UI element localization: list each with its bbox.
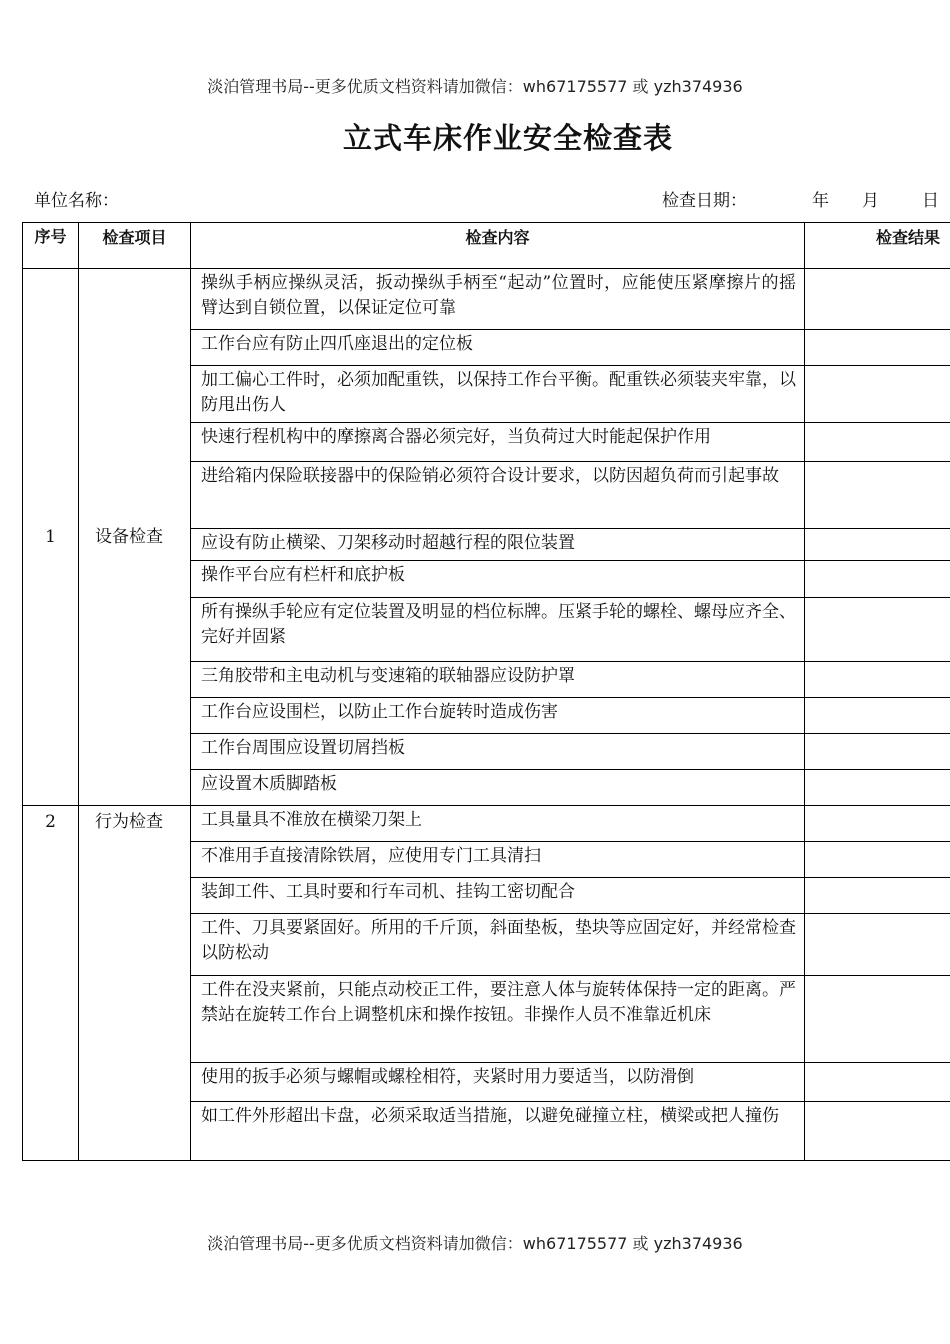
check-content: 工作台周围应设置切屑挡板 (191, 734, 805, 770)
check-result-cell[interactable] (805, 878, 950, 914)
check-result-cell[interactable] (805, 914, 950, 976)
table-header-row (23, 223, 950, 269)
check-content: 加工偏心工件时，必须加配重铁，以保持工作台平衡。配重铁必须装夹牢靠，以防甩出伤人 (191, 366, 805, 423)
check-content: 工件在没夹紧前，只能点动校正工件，要注意人体与旋转体保持一定的距离。严禁站在旋转工作台上调整机床和操作按钮。非操作人员不准靠近机床 (191, 976, 805, 1063)
check-result-cell[interactable] (805, 462, 950, 529)
check-result-cell[interactable] (805, 598, 950, 662)
column-header-seq: 序号 (23, 223, 79, 269)
footer-note: 淡泊管理书局--更多优质文档资料请加微信：wh67175577 或 yzh374936 (207, 1234, 743, 1253)
check-content: 三角胶带和主电动机与变速箱的联轴器应设防护罩 (191, 662, 805, 698)
check-result-cell[interactable] (805, 269, 950, 330)
check-content: 工作台应设围栏，以防止工作台旋转时造成伤害 (191, 698, 805, 734)
check-date-label: 检查日期： (662, 191, 747, 211)
column-header-result: 检查结果 (805, 223, 950, 269)
check-content: 工作台应有防止四爪座退出的定位板 (191, 330, 805, 366)
table-row (23, 269, 950, 330)
check-content: 应设有防止横梁、刀架移动时超越行程的限位装置 (191, 529, 805, 561)
check-content: 不准用手直接清除铁屑，应使用专门工具清扫 (191, 842, 805, 878)
check-content: 操作平台应有栏杆和底护板 (191, 561, 805, 598)
check-result-cell[interactable] (805, 529, 950, 561)
check-content: 应设置木质脚踏板 (191, 770, 805, 806)
check-content: 工件、刀具要紧固好。所用的千斤顶，斜面垫板，垫块等应固定好，并经常检查以防松动 (191, 914, 805, 976)
check-content: 快速行程机构中的摩擦离合器必须完好，当负荷过大时能起保护作用 (191, 423, 805, 462)
check-result-cell[interactable] (805, 806, 950, 842)
date-month-label: 月 (862, 191, 879, 211)
check-content: 工具量具不准放在横梁刀架上 (191, 806, 805, 842)
column-header-item: 检查项目 (79, 223, 191, 269)
check-result-cell[interactable] (805, 662, 950, 698)
date-year-label: 年 (812, 191, 829, 211)
check-result-cell[interactable] (805, 330, 950, 366)
document-title: 立式车床作业安全检查表 (342, 121, 673, 155)
unit-name-label: 单位名称： (34, 191, 119, 211)
group-seq: 1 (23, 269, 79, 806)
group-item: 行为检查 (79, 806, 191, 1161)
check-content: 装卸工件、工具时要和行车司机、挂钩工密切配合 (191, 878, 805, 914)
date-day-label: 日 (922, 191, 939, 211)
check-content: 所有操纵手轮应有定位装置及明显的档位标牌。压紧手轮的螺栓、螺母应齐全、完好并固紧 (191, 598, 805, 662)
check-content: 进给箱内保险联接器中的保险销必须符合设计要求，以防因超负荷而引起事故 (191, 462, 805, 529)
check-result-cell[interactable] (805, 842, 950, 878)
header-note: 淡泊管理书局--更多优质文档资料请加微信：wh67175577 或 yzh374936 (207, 77, 743, 96)
check-content: 如工件外形超出卡盘，必须采取适当措施，以避免碰撞立柱，横梁或把人撞伤 (191, 1102, 805, 1161)
group-item: 设备检查 (79, 269, 191, 806)
column-header-content: 检查内容 (191, 223, 805, 269)
check-result-cell[interactable] (805, 1102, 950, 1161)
checklist-table (22, 222, 950, 1161)
check-result-cell[interactable] (805, 1063, 950, 1102)
check-result-cell[interactable] (805, 976, 950, 1063)
check-result-cell[interactable] (805, 366, 950, 423)
check-result-cell[interactable] (805, 561, 950, 598)
check-result-cell[interactable] (805, 770, 950, 806)
check-content: 操纵手柄应操纵灵活，扳动操纵手柄至“起动”位置时，应能使压紧摩擦片的摇臂达到自锁位置，以保证定位可靠 (191, 269, 805, 330)
check-result-cell[interactable] (805, 423, 950, 462)
check-result-cell[interactable] (805, 698, 950, 734)
table-row (23, 806, 950, 842)
group-seq: 2 (23, 806, 79, 1161)
check-result-cell[interactable] (805, 734, 950, 770)
check-content: 使用的扳手必须与螺帽或螺栓相符，夹紧时用力要适当，以防滑倒 (191, 1063, 805, 1102)
